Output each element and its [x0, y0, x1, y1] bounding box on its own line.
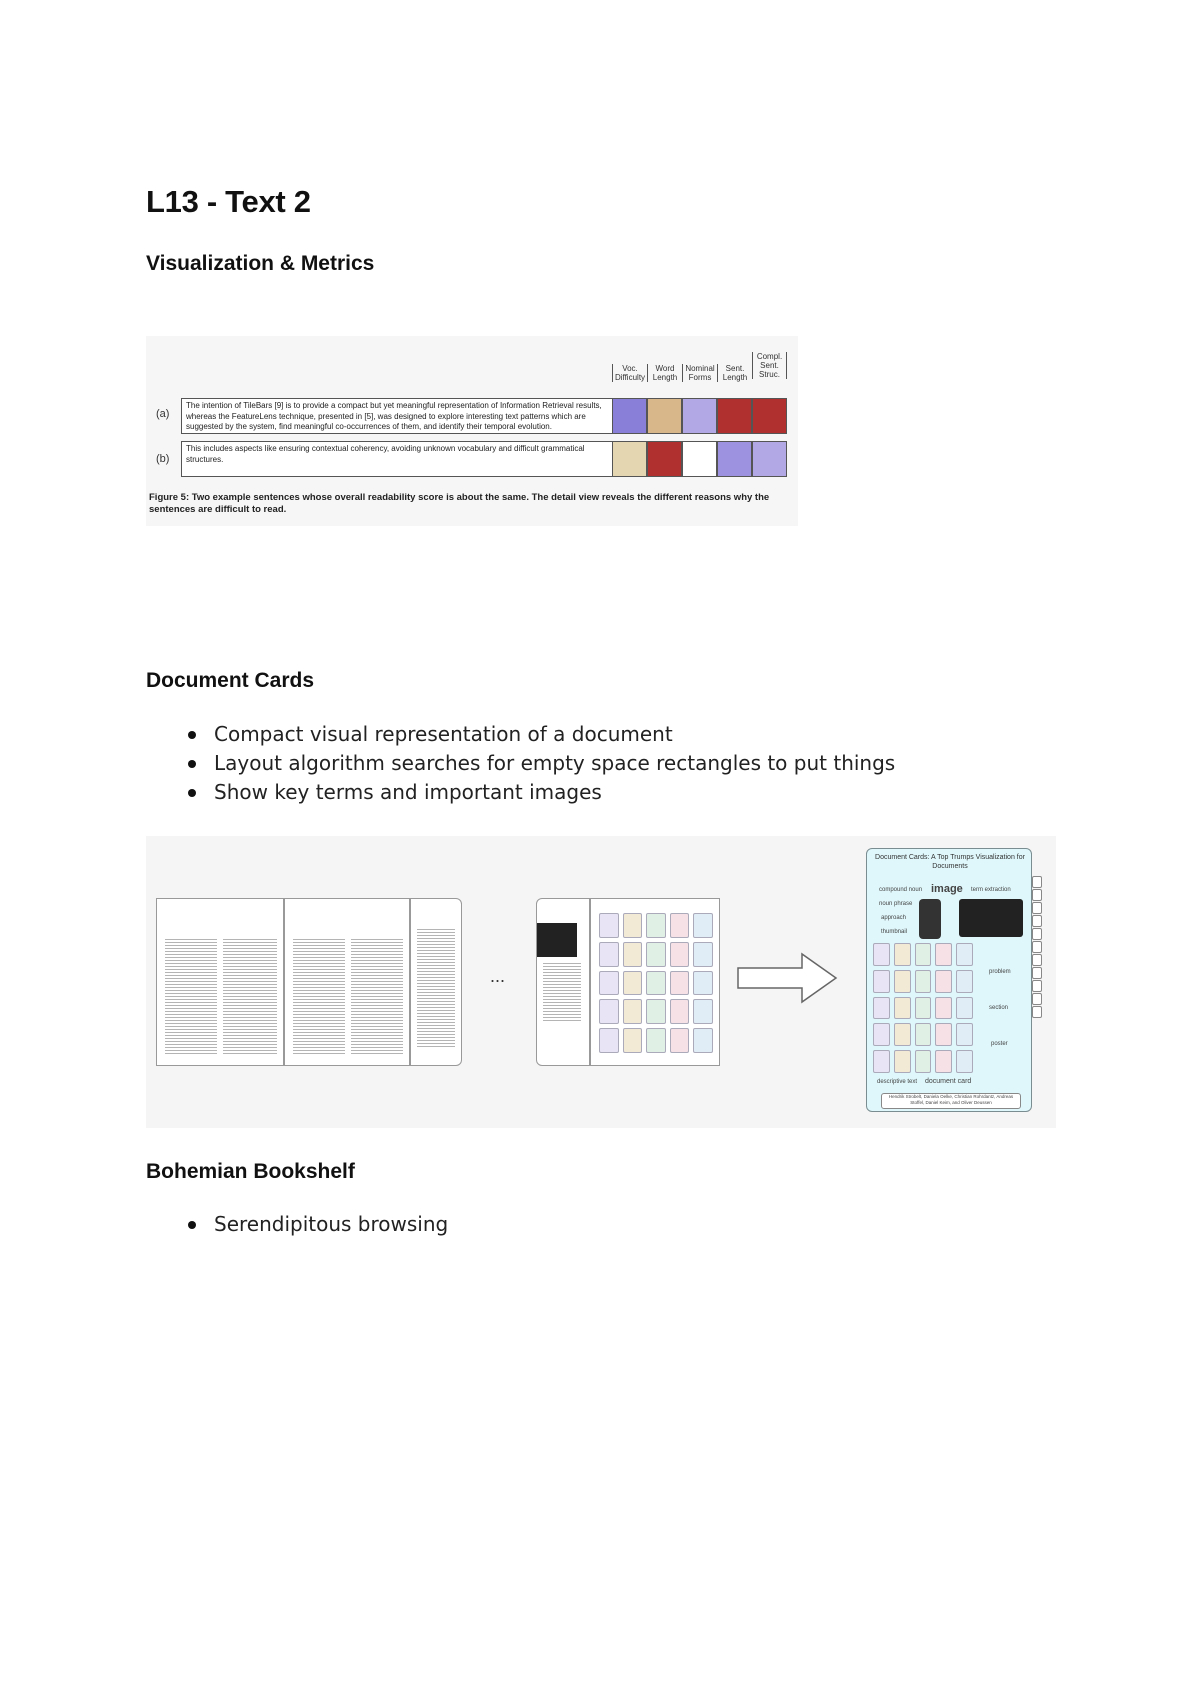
paper-page-1 [156, 898, 284, 1066]
thumbnail [873, 943, 890, 966]
thumbnail [646, 971, 666, 996]
thumbnail [894, 1050, 911, 1073]
card-tab [1032, 941, 1042, 953]
thumbnail [935, 970, 952, 993]
arrow-right-icon [736, 952, 840, 1004]
image-thumbnail [537, 923, 577, 957]
thumbnail [894, 997, 911, 1020]
section-heading-bohemian-bookshelf: Bohemian Bookshelf [146, 1160, 355, 1183]
thumbnail [599, 971, 619, 996]
thumbnail [670, 999, 690, 1024]
thumbnail [935, 943, 952, 966]
thumbnail [956, 970, 973, 993]
metric-cell [717, 441, 752, 477]
thumbnail [693, 999, 713, 1024]
card-tab [1032, 967, 1042, 979]
thumbnail [623, 913, 643, 938]
card-keyword: term extraction [971, 887, 1011, 893]
metric-cell [717, 398, 752, 434]
thumbnail [693, 942, 713, 967]
thumbnail [623, 971, 643, 996]
thumbnail [935, 1023, 952, 1046]
thumbnail [646, 913, 666, 938]
section-heading-visualization-metrics: Visualization & Metrics [146, 252, 375, 275]
metric-cell [752, 398, 787, 434]
thumbnail [670, 913, 690, 938]
card-tab [1032, 954, 1042, 966]
thumbnail [956, 1050, 973, 1073]
list-item: Show key terms and important images [146, 778, 1046, 807]
paper-page-3 [410, 898, 462, 1066]
thumbnail [935, 1050, 952, 1073]
document-cards-figure [146, 836, 1056, 1128]
thumbnail [956, 997, 973, 1020]
col-header-compl-sent-struc: Compl. Sent. Struc. [752, 352, 787, 379]
col-header-word-length: Word Length [647, 364, 682, 382]
figure-caption: Figure 5: Two example sentences whose overall readability score is about the same. The detail view reveals the different reasons why the sentences are difficult to read. [149, 492, 770, 515]
col-header-nominal-forms: Nominal Forms [682, 364, 717, 382]
card-tab [1032, 902, 1042, 914]
document-cards-list [146, 720, 1046, 807]
card-keyword: section [989, 1005, 1009, 1011]
bohemian-bookshelf-list [146, 1210, 1046, 1239]
thumbnail [599, 913, 619, 938]
card-keyword: document card [925, 1078, 972, 1085]
thumbnail [956, 1023, 973, 1046]
metric-cell [752, 441, 787, 477]
thumbnail [599, 999, 619, 1024]
row-label-b: (b) [156, 453, 170, 465]
paper-page-4 [536, 898, 590, 1066]
tablet-image [959, 899, 1023, 937]
thumbnail [915, 1023, 932, 1046]
thumbnail [894, 970, 911, 993]
thumbnail [670, 1028, 690, 1053]
card-tab [1032, 980, 1042, 992]
thumbnail [873, 1023, 890, 1046]
thumbnail [599, 942, 619, 967]
document-card [866, 848, 1032, 1112]
thumbnail [623, 942, 643, 967]
col-header-voc-difficulty: Voc. Difficulty [612, 364, 647, 382]
thumbnail [873, 997, 890, 1020]
paper-page-5 [590, 898, 720, 1066]
thumbnail [894, 1023, 911, 1046]
thumbnail [693, 971, 713, 996]
card-authors: Hendrik Strobelt, Daniela Oelke, Christian Rohrdantz, Andreas Stoffel, Daniel Keim, and Oliver Deussen [881, 1093, 1021, 1109]
thumbnail [935, 997, 952, 1020]
ellipsis: ... [490, 966, 506, 986]
thumbnail [670, 942, 690, 967]
metric-cell [647, 441, 682, 477]
metric-cell [682, 441, 717, 477]
section-heading-document-cards: Document Cards [146, 669, 315, 692]
card-title: Document Cards: A Top Trumps Visualization for Documents [875, 854, 1025, 870]
thumbnail [915, 1050, 932, 1073]
thumbnail [646, 1028, 666, 1053]
row-label-a: (a) [156, 408, 170, 420]
thumbnail [670, 971, 690, 996]
card-keyword: thumbnail [881, 929, 908, 935]
thumbnail [693, 1028, 713, 1053]
card-keyword: descriptive text [877, 1079, 918, 1085]
metric-cell [647, 398, 682, 434]
card-keyword: noun phrase [879, 901, 913, 907]
phone-image [919, 899, 941, 939]
thumbnail [915, 943, 932, 966]
thumbnail [646, 942, 666, 967]
card-tab [1032, 1006, 1042, 1018]
thumbnail [915, 970, 932, 993]
thumbnail [693, 913, 713, 938]
sentence-a: The intention of TileBars [9] is to provide a compact but yet meaningful representation of Information Retrieval results, whereas the FeatureLens technique, presented in [5], was designed to explore interesting text patterns which are suggested by the system, find meaningful co-occurrences of them, and identify their temporal evolution. [181, 398, 613, 434]
page-title: L13 - Text 2 [146, 184, 311, 219]
thumbnail [623, 1028, 643, 1053]
list-item: Compact visual representation of a document [146, 720, 1046, 749]
card-keyword: poster [991, 1041, 1008, 1047]
sentence-b: This includes aspects like ensuring contextual coherency, avoiding unknown vocabulary and difficult grammatical structures. [181, 441, 613, 477]
card-keyword: approach [881, 915, 907, 921]
readability-figure [146, 336, 798, 526]
card-tab [1032, 876, 1042, 888]
metric-cell [682, 398, 717, 434]
card-tab [1032, 993, 1042, 1005]
card-tab [1032, 915, 1042, 927]
paper-page-2 [284, 898, 410, 1066]
thumbnail [646, 999, 666, 1024]
metric-cell [612, 398, 647, 434]
col-header-sent-length: Sent. Length [717, 364, 752, 382]
thumbnail [873, 1050, 890, 1073]
thumbnail [599, 1028, 619, 1053]
thumbnail [956, 943, 973, 966]
thumbnail [894, 943, 911, 966]
card-tab [1032, 889, 1042, 901]
card-tabs [1032, 876, 1042, 1019]
thumbnail [623, 999, 643, 1024]
card-keyword: problem [989, 969, 1011, 975]
list-item: Serendipitous browsing [146, 1210, 1046, 1239]
metric-cell [612, 441, 647, 477]
thumbnail [915, 997, 932, 1020]
card-keyword: image [931, 883, 963, 895]
card-tab [1032, 928, 1042, 940]
list-item: Layout algorithm searches for empty space rectangles to put things [146, 749, 1046, 778]
card-keyword: compound noun [879, 887, 923, 893]
thumbnail [873, 970, 890, 993]
